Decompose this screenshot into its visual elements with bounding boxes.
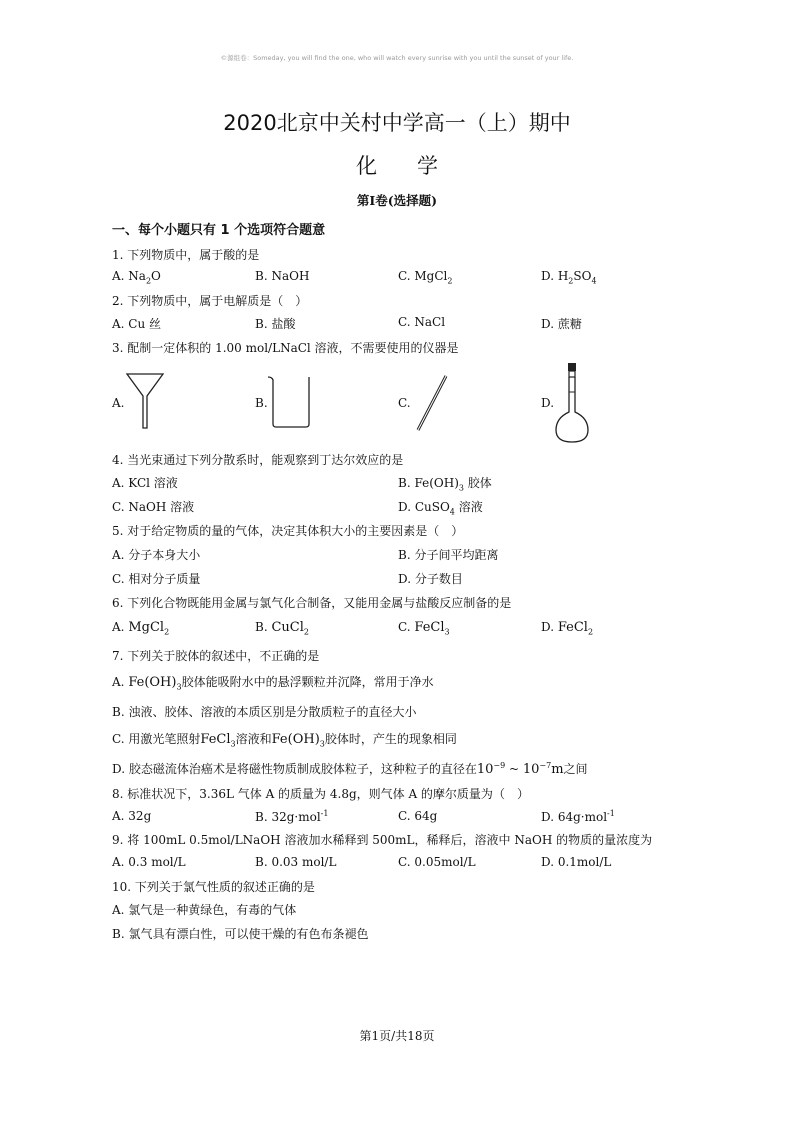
q5-stem: 5. 对于给定物质的量的气体，决定其体积大小的主要因素是（ ） — [112, 524, 464, 538]
q1-option-b: B. NaOH — [255, 269, 310, 283]
q7-option-c: C. 用激光笔照射FeCl$_3$溶液和$Fe(OH)_3$胶体时，产生的现象相同 — [112, 732, 457, 749]
q1-option-a: A. $Na_2O$ — [112, 269, 161, 286]
q2-option-c: C. NaCl — [398, 315, 446, 329]
q6-option-d: D. FeCl$_2$ — [541, 620, 594, 637]
q8-option-d: D. 64g·mol$^{-1}$ — [541, 809, 615, 824]
q3-option-d: D. — [541, 396, 555, 410]
q10-option-a: A. 氯气是一种黄绿色，有毒的气体 — [112, 903, 297, 917]
subject-title: 化 学 — [356, 154, 438, 178]
q8-option-c: C. 64g — [398, 809, 438, 823]
q2-option-b: B. 盐酸 — [255, 317, 296, 331]
q1-option-c: C. MgCl$_2$ — [398, 269, 453, 286]
q5-option-b: B. 分子间平均距离 — [398, 548, 499, 562]
q7-option-b: B. 浊液、胶体、溶液的本质区别是分散质粒子的直径大小 — [112, 705, 417, 719]
part-heading: 第I卷(选择题) — [356, 193, 438, 208]
section-heading: 一、每个小题只有 1 个选项符合题意 — [112, 223, 326, 238]
q7-option-a: A. $Fe(OH)_3$胶体能吸附水中的悬浮颗粒并沉降，常用于净水 — [112, 675, 434, 692]
q6-stem: 6. 下列化合物既能用金属与氯气化合制备，又能用金属与盐酸反应制备的是 — [112, 596, 512, 610]
q6-option-c: C. FeCl$_3$ — [398, 620, 450, 637]
q1-option-d: D. $H_2SO_4$ — [541, 269, 597, 286]
q7-option-d: D. 胶态磁流体治癌术是将磁性物质制成胶体粒子，这种粒子的直径在$10^{-9}$ ~ $10^{-7}m$之间 — [112, 761, 588, 777]
q3-option-c: C. — [398, 396, 411, 410]
q4-option-b: B. $Fe(OH)_3$ 胶体 — [398, 476, 492, 493]
q10-option-b: B. 氯气具有漂白性，可以使干燥的有色布条褪色 — [112, 927, 369, 941]
q1-stem: 1. 下列物质中，属于酸的是 — [112, 248, 260, 262]
q9-option-c: C. 0.05mol/L — [398, 855, 476, 869]
q8-option-b: B. 32g·mol$^{-1}$ — [255, 809, 329, 824]
q5-option-a: A. 分子本身大小 — [112, 548, 201, 562]
q6-option-a: A. MgCl$_2$ — [112, 620, 170, 637]
q9-option-b: B. 0.03 mol/L — [255, 855, 337, 869]
q3-option-a: A. — [112, 396, 125, 410]
q2-stem: 2. 下列物质中，属于电解质是（ ） — [112, 294, 308, 308]
funnel-icon — [125, 372, 165, 432]
q4-stem: 4. 当光束通过下列分散系时，能观察到丁达尔效应的是 — [112, 453, 404, 467]
q2-option-d: D. 蔗糖 — [541, 317, 582, 331]
exam-title: 2020北京中关村中学高一（上）期中 — [223, 111, 571, 135]
q2-option-a: A. Cu 丝 — [112, 317, 162, 331]
q4-option-d: D. CuSO$_4$ 溶液 — [398, 500, 483, 517]
q4-option-a: A. KCl 溶液 — [112, 476, 178, 490]
q5-option-c: C. 相对分子质量 — [112, 572, 201, 586]
q10-stem: 10. 下列关于氯气性质的叙述正确的是 — [112, 880, 315, 894]
q8-stem: 8. 标准状况下，3.36L 气体 A 的质量为 4.8g，则气体 A 的摩尔质量为（ ） — [112, 787, 529, 801]
q3-option-b: B. — [255, 396, 268, 410]
page-number: 第1页/共18页 — [359, 1029, 435, 1043]
watermark: ©源组卷：Someday, you will find the one, who will watch every sunrise with you until the sunset of your life. — [220, 54, 574, 62]
volumetric-flask-icon — [554, 362, 590, 444]
glass-rod-icon — [412, 374, 452, 434]
q9-stem: 9. 将 100mL 0.5mol/LNaOH 溶液加水稀释到 500mL，稀释后，溶液中 NaOH 的物质的量浓度为 — [112, 833, 653, 847]
beaker-icon — [266, 374, 314, 430]
q5-option-d: D. 分子数目 — [398, 572, 463, 586]
q8-option-a: A. 32g — [112, 809, 152, 823]
q9-option-d: D. 0.1mol/L — [541, 855, 612, 869]
q7-stem: 7. 下列关于胶体的叙述中，不正确的是 — [112, 649, 320, 663]
q3-stem: 3. 配制一定体积的 1.00 mol/LNaCl 溶液，不需要使用的仪器是 — [112, 341, 459, 355]
q6-option-b: B. CuCl$_2$ — [255, 620, 309, 637]
q4-option-c: C. NaOH 溶液 — [112, 500, 195, 514]
q9-option-a: A. 0.3 mol/L — [112, 855, 186, 869]
